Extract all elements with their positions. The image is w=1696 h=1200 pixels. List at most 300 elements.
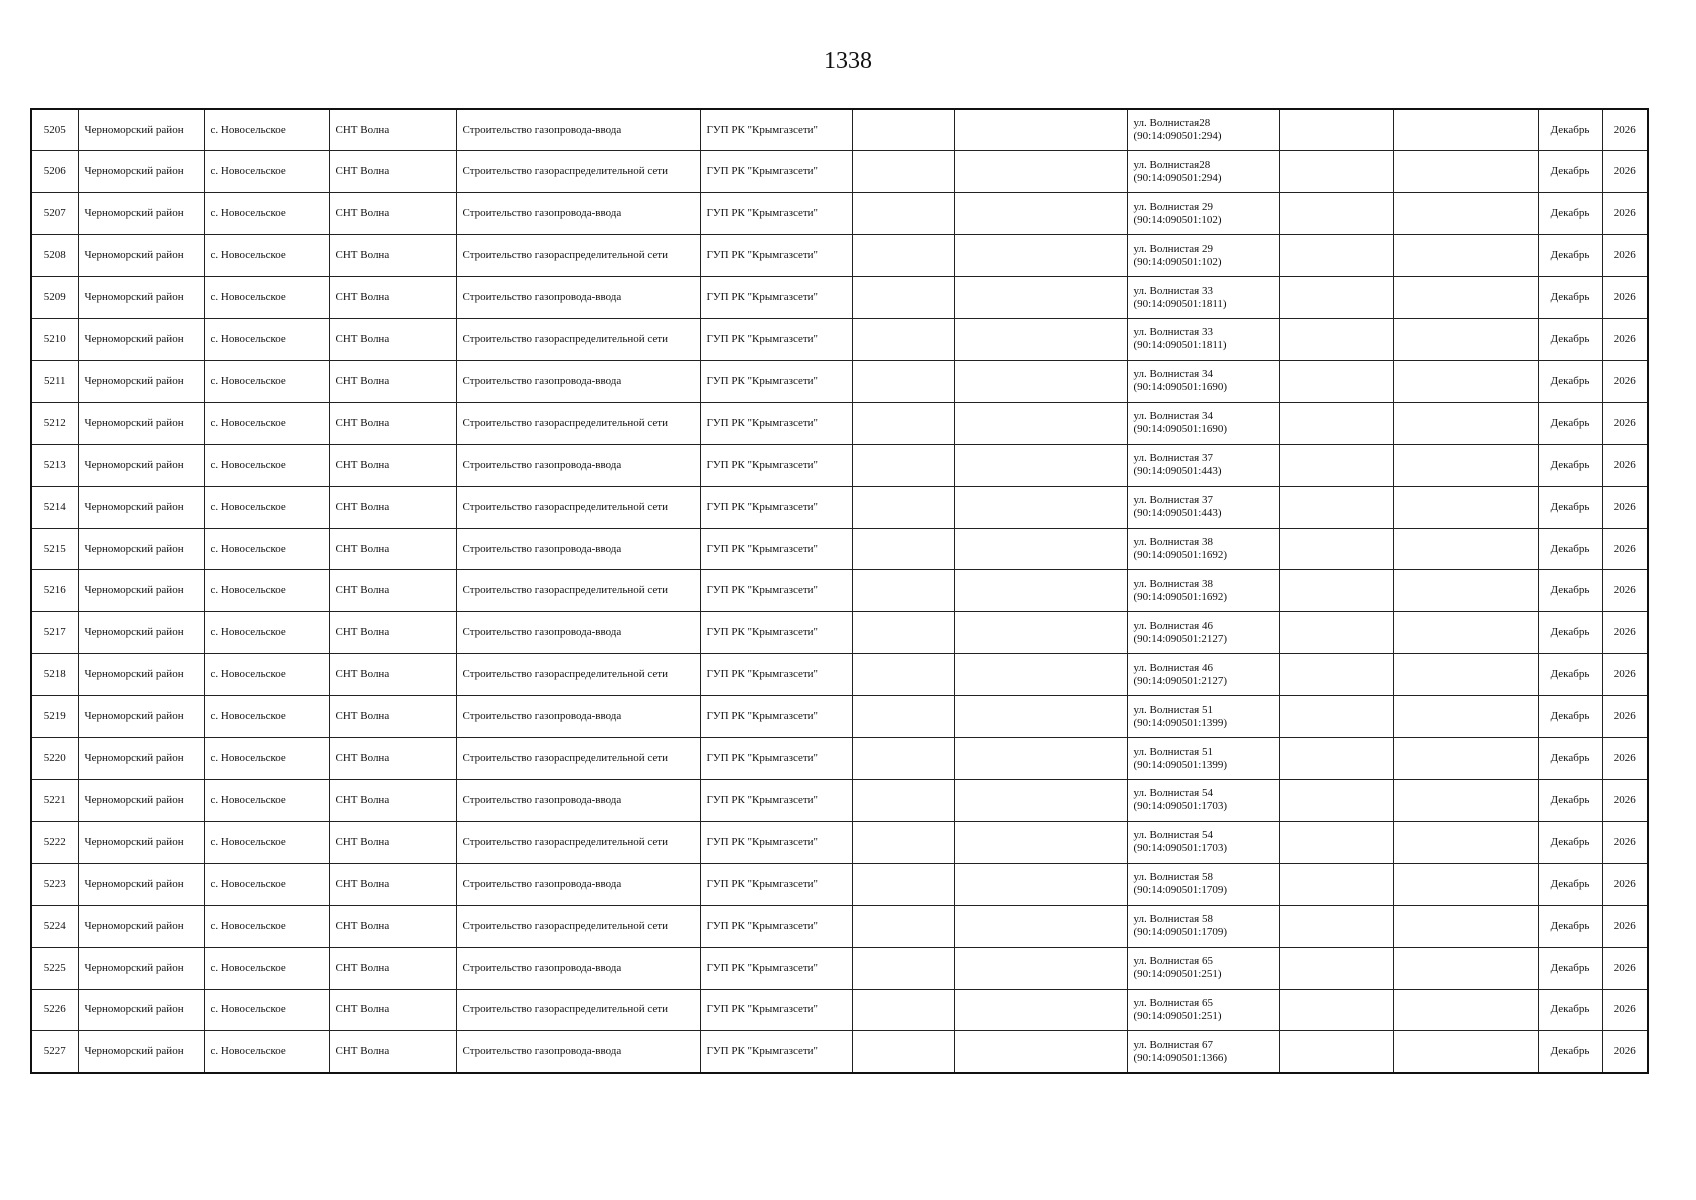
district-cell: Черноморский район [78,821,204,863]
month-cell: Декабрь [1538,444,1602,486]
empty-cell [954,570,1127,612]
row-number-cell: 5217 [31,612,78,654]
empty-cell [1279,360,1393,402]
address-cell: ул. Волнистая 33 (90:14:090501:1811) [1127,319,1279,361]
locality-cell: с. Новосельское [204,821,329,863]
empty-cell [1393,570,1538,612]
table-row [31,989,1648,1031]
district-cell: Черноморский район [78,235,204,277]
month-cell: Декабрь [1538,319,1602,361]
district-cell: Черноморский район [78,402,204,444]
organization-cell: ГУП РК "Крымгазсети" [700,570,852,612]
empty-cell [954,360,1127,402]
empty-cell [954,821,1127,863]
month-cell: Декабрь [1538,109,1602,151]
district-cell: Черноморский район [78,444,204,486]
empty-cell [1393,319,1538,361]
empty-cell [954,1031,1127,1073]
snt-cell: СНТ Волна [329,654,456,696]
organization-cell: ГУП РК "Крымгазсети" [700,193,852,235]
locality-cell: с. Новосельское [204,612,329,654]
empty-cell [1279,193,1393,235]
snt-cell: СНТ Волна [329,402,456,444]
work-type-cell: Строительство газопровода-ввода [456,360,700,402]
table-row [31,151,1648,193]
work-type-cell: Строительство газораспределительной сети [456,319,700,361]
empty-cell [1393,738,1538,780]
district-cell: Черноморский район [78,738,204,780]
locality-cell: с. Новосельское [204,444,329,486]
district-cell: Черноморский район [78,696,204,738]
district-cell: Черноморский район [78,319,204,361]
locality-cell: с. Новосельское [204,989,329,1031]
empty-cell [1279,738,1393,780]
empty-cell [852,570,954,612]
work-type-cell: Строительство газопровода-ввода [456,947,700,989]
table-row [31,947,1648,989]
work-type-cell: Строительство газопровода-ввода [456,863,700,905]
table-row [31,109,1648,151]
row-number-cell: 5214 [31,486,78,528]
empty-cell [1393,402,1538,444]
table-body [31,109,1648,1073]
year-cell: 2026 [1602,235,1648,277]
row-number-cell: 5219 [31,696,78,738]
empty-cell [954,989,1127,1031]
empty-cell [852,780,954,822]
table-row [31,1031,1648,1073]
district-cell: Черноморский район [78,109,204,151]
locality-cell: с. Новосельское [204,738,329,780]
empty-cell [1393,1031,1538,1073]
work-type-cell: Строительство газопровода-ввода [456,109,700,151]
district-cell: Черноморский район [78,570,204,612]
empty-cell [1393,696,1538,738]
organization-cell: ГУП РК "Крымгазсети" [700,486,852,528]
empty-cell [852,360,954,402]
organization-cell: ГУП РК "Крымгазсети" [700,780,852,822]
address-cell: ул. Волнистая 37 (90:14:090501:443) [1127,486,1279,528]
year-cell: 2026 [1602,402,1648,444]
month-cell: Декабрь [1538,947,1602,989]
year-cell: 2026 [1602,277,1648,319]
table-row [31,821,1648,863]
organization-cell: ГУП РК "Крымгазсети" [700,151,852,193]
year-cell: 2026 [1602,821,1648,863]
work-type-cell: Строительство газораспределительной сети [456,235,700,277]
row-number-cell: 5227 [31,1031,78,1073]
snt-cell: СНТ Волна [329,486,456,528]
month-cell: Декабрь [1538,654,1602,696]
address-cell: ул. Волнистая 34 (90:14:090501:1690) [1127,402,1279,444]
address-cell: ул. Волнистая 38 (90:14:090501:1692) [1127,528,1279,570]
empty-cell [954,780,1127,822]
year-cell: 2026 [1602,570,1648,612]
table-row [31,528,1648,570]
month-cell: Декабрь [1538,151,1602,193]
empty-cell [1393,486,1538,528]
empty-cell [852,528,954,570]
empty-cell [1393,235,1538,277]
month-cell: Декабрь [1538,863,1602,905]
table-row [31,570,1648,612]
locality-cell: с. Новосельское [204,109,329,151]
year-cell: 2026 [1602,654,1648,696]
empty-cell [1279,402,1393,444]
empty-cell [852,1031,954,1073]
year-cell: 2026 [1602,193,1648,235]
month-cell: Декабрь [1538,696,1602,738]
table-row [31,360,1648,402]
empty-cell [1279,486,1393,528]
month-cell: Декабрь [1538,612,1602,654]
empty-cell [1393,654,1538,696]
address-cell: ул. Волнистая 38 (90:14:090501:1692) [1127,570,1279,612]
empty-cell [1279,151,1393,193]
table-row [31,863,1648,905]
month-cell: Декабрь [1538,738,1602,780]
month-cell: Декабрь [1538,780,1602,822]
empty-cell [954,444,1127,486]
empty-cell [852,402,954,444]
address-cell: ул. Волнистая 34 (90:14:090501:1690) [1127,360,1279,402]
month-cell: Декабрь [1538,905,1602,947]
year-cell: 2026 [1602,109,1648,151]
row-number-cell: 5226 [31,989,78,1031]
locality-cell: с. Новосельское [204,863,329,905]
district-cell: Черноморский район [78,277,204,319]
district-cell: Черноморский район [78,989,204,1031]
locality-cell: с. Новосельское [204,780,329,822]
locality-cell: с. Новосельское [204,193,329,235]
empty-cell [1279,905,1393,947]
empty-cell [1393,109,1538,151]
table-row [31,738,1648,780]
organization-cell: ГУП РК "Крымгазсети" [700,654,852,696]
empty-cell [954,528,1127,570]
snt-cell: СНТ Волна [329,696,456,738]
empty-cell [954,612,1127,654]
empty-cell [1393,780,1538,822]
work-type-cell: Строительство газораспределительной сети [456,905,700,947]
empty-cell [1393,821,1538,863]
locality-cell: с. Новосельское [204,528,329,570]
work-type-cell: Строительство газопровода-ввода [456,696,700,738]
address-cell: ул. Волнистая 67 (90:14:090501:1366) [1127,1031,1279,1073]
address-cell: ул. Волнистая 29 (90:14:090501:102) [1127,193,1279,235]
year-cell: 2026 [1602,947,1648,989]
snt-cell: СНТ Волна [329,947,456,989]
organization-cell: ГУП РК "Крымгазсети" [700,402,852,444]
snt-cell: СНТ Волна [329,1031,456,1073]
snt-cell: СНТ Волна [329,360,456,402]
snt-cell: СНТ Волна [329,235,456,277]
snt-cell: СНТ Волна [329,780,456,822]
work-type-cell: Строительство газораспределительной сети [456,989,700,1031]
snt-cell: СНТ Волна [329,528,456,570]
year-cell: 2026 [1602,151,1648,193]
empty-cell [1393,989,1538,1031]
month-cell: Декабрь [1538,570,1602,612]
table-row [31,319,1648,361]
empty-cell [954,738,1127,780]
empty-cell [852,905,954,947]
snt-cell: СНТ Волна [329,905,456,947]
organization-cell: ГУП РК "Крымгазсети" [700,612,852,654]
locality-cell: с. Новосельское [204,654,329,696]
snt-cell: СНТ Волна [329,989,456,1031]
row-number-cell: 5213 [31,444,78,486]
snt-cell: СНТ Волна [329,444,456,486]
district-cell: Черноморский район [78,780,204,822]
empty-cell [1279,612,1393,654]
address-cell: ул. Волнистая 54 (90:14:090501:1703) [1127,821,1279,863]
organization-cell: ГУП РК "Крымгазсети" [700,696,852,738]
year-cell: 2026 [1602,905,1648,947]
empty-cell [1393,277,1538,319]
row-number-cell: 5207 [31,193,78,235]
year-cell: 2026 [1602,444,1648,486]
empty-cell [1279,654,1393,696]
empty-cell [1393,360,1538,402]
empty-cell [1393,151,1538,193]
table-row [31,444,1648,486]
empty-cell [954,109,1127,151]
locality-cell: с. Новосельское [204,360,329,402]
district-cell: Черноморский район [78,905,204,947]
locality-cell: с. Новосельское [204,277,329,319]
empty-cell [1393,444,1538,486]
year-cell: 2026 [1602,360,1648,402]
month-cell: Декабрь [1538,402,1602,444]
empty-cell [852,696,954,738]
year-cell: 2026 [1602,528,1648,570]
empty-cell [1279,319,1393,361]
organization-cell: ГУП РК "Крымгазсети" [700,863,852,905]
address-cell: ул. Волнистая 46 (90:14:090501:2127) [1127,654,1279,696]
organization-cell: ГУП РК "Крымгазсети" [700,905,852,947]
district-cell: Черноморский район [78,528,204,570]
work-type-cell: Строительство газораспределительной сети [456,821,700,863]
locality-cell: с. Новосельское [204,402,329,444]
table-row [31,235,1648,277]
empty-cell [852,612,954,654]
month-cell: Декабрь [1538,989,1602,1031]
organization-cell: ГУП РК "Крымгазсети" [700,444,852,486]
snt-cell: СНТ Волна [329,863,456,905]
month-cell: Декабрь [1538,1031,1602,1073]
month-cell: Декабрь [1538,235,1602,277]
empty-cell [1279,444,1393,486]
row-number-cell: 5218 [31,654,78,696]
locality-cell: с. Новосельское [204,235,329,277]
row-number-cell: 5220 [31,738,78,780]
organization-cell: ГУП РК "Крымгазсети" [700,528,852,570]
row-number-cell: 5210 [31,319,78,361]
empty-cell [1279,821,1393,863]
work-type-cell: Строительство газопровода-ввода [456,612,700,654]
organization-cell: ГУП РК "Крымгазсети" [700,821,852,863]
address-cell: ул. Волнистая 37 (90:14:090501:443) [1127,444,1279,486]
row-number-cell: 5216 [31,570,78,612]
year-cell: 2026 [1602,1031,1648,1073]
empty-cell [954,235,1127,277]
locality-cell: с. Новосельское [204,696,329,738]
address-cell: ул. Волнистая 29 (90:14:090501:102) [1127,235,1279,277]
organization-cell: ГУП РК "Крымгазсети" [700,360,852,402]
table-row [31,654,1648,696]
organization-cell: ГУП РК "Крымгазсети" [700,989,852,1031]
empty-cell [852,821,954,863]
locality-cell: с. Новосельское [204,570,329,612]
empty-cell [852,989,954,1031]
locality-cell: с. Новосельское [204,905,329,947]
row-number-cell: 5221 [31,780,78,822]
address-cell: ул. Волнистая 33 (90:14:090501:1811) [1127,277,1279,319]
address-cell: ул. Волнистая 51 (90:14:090501:1399) [1127,738,1279,780]
organization-cell: ГУП РК "Крымгазсети" [700,277,852,319]
district-cell: Черноморский район [78,863,204,905]
organization-cell: ГУП РК "Крымгазсети" [700,947,852,989]
empty-cell [954,193,1127,235]
organization-cell: ГУП РК "Крымгазсети" [700,738,852,780]
empty-cell [954,696,1127,738]
row-number-cell: 5225 [31,947,78,989]
work-type-cell: Строительство газопровода-ввода [456,444,700,486]
district-cell: Черноморский район [78,193,204,235]
district-cell: Черноморский район [78,654,204,696]
district-cell: Черноморский район [78,486,204,528]
address-cell: ул. Волнистая 54 (90:14:090501:1703) [1127,780,1279,822]
empty-cell [852,738,954,780]
row-number-cell: 5209 [31,277,78,319]
month-cell: Декабрь [1538,193,1602,235]
snt-cell: СНТ Волна [329,570,456,612]
empty-cell [852,235,954,277]
empty-cell [1279,696,1393,738]
district-cell: Черноморский район [78,1031,204,1073]
empty-cell [1279,1031,1393,1073]
month-cell: Декабрь [1538,277,1602,319]
empty-cell [1279,277,1393,319]
work-type-cell: Строительство газопровода-ввода [456,193,700,235]
work-type-cell: Строительство газораспределительной сети [456,402,700,444]
address-cell: ул. Волнистая 46 (90:14:090501:2127) [1127,612,1279,654]
empty-cell [954,151,1127,193]
month-cell: Декабрь [1538,821,1602,863]
address-cell: ул. Волнистая28 (90:14:090501:294) [1127,151,1279,193]
row-number-cell: 5205 [31,109,78,151]
empty-cell [1393,612,1538,654]
empty-cell [852,654,954,696]
year-cell: 2026 [1602,780,1648,822]
work-type-cell: Строительство газопровода-ввода [456,1031,700,1073]
row-number-cell: 5208 [31,235,78,277]
empty-cell [954,402,1127,444]
year-cell: 2026 [1602,863,1648,905]
year-cell: 2026 [1602,738,1648,780]
empty-cell [954,277,1127,319]
address-cell: ул. Волнистая 58 (90:14:090501:1709) [1127,905,1279,947]
empty-cell [852,486,954,528]
empty-cell [852,151,954,193]
district-cell: Черноморский район [78,151,204,193]
register-table [30,108,1649,1074]
table-row [31,193,1648,235]
work-type-cell: Строительство газопровода-ввода [456,277,700,319]
empty-cell [1279,109,1393,151]
empty-cell [1393,528,1538,570]
empty-cell [852,947,954,989]
page-number: 1338 [824,48,872,74]
empty-cell [1279,863,1393,905]
work-type-cell: Строительство газораспределительной сети [456,486,700,528]
address-cell: ул. Волнистая28 (90:14:090501:294) [1127,109,1279,151]
empty-cell [954,486,1127,528]
empty-cell [852,444,954,486]
empty-cell [954,319,1127,361]
table-row [31,780,1648,822]
empty-cell [1393,947,1538,989]
empty-cell [1279,570,1393,612]
empty-cell [954,863,1127,905]
district-cell: Черноморский район [78,612,204,654]
row-number-cell: 5224 [31,905,78,947]
empty-cell [954,947,1127,989]
row-number-cell: 5212 [31,402,78,444]
row-number-cell: 5215 [31,528,78,570]
row-number-cell: 5206 [31,151,78,193]
address-cell: ул. Волнистая 65 (90:14:090501:251) [1127,947,1279,989]
year-cell: 2026 [1602,989,1648,1031]
locality-cell: с. Новосельское [204,151,329,193]
district-cell: Черноморский район [78,947,204,989]
empty-cell [1393,863,1538,905]
year-cell: 2026 [1602,612,1648,654]
work-type-cell: Строительство газораспределительной сети [456,654,700,696]
address-cell: ул. Волнистая 58 (90:14:090501:1709) [1127,863,1279,905]
locality-cell: с. Новосельское [204,1031,329,1073]
empty-cell [852,193,954,235]
empty-cell [852,319,954,361]
organization-cell: ГУП РК "Крымгазсети" [700,1031,852,1073]
empty-cell [1279,780,1393,822]
table-row [31,612,1648,654]
organization-cell: ГУП РК "Крымгазсети" [700,235,852,277]
table-row [31,402,1648,444]
snt-cell: СНТ Волна [329,612,456,654]
row-number-cell: 5222 [31,821,78,863]
work-type-cell: Строительство газопровода-ввода [456,528,700,570]
snt-cell: СНТ Волна [329,151,456,193]
table-row [31,277,1648,319]
table-row [31,905,1648,947]
empty-cell [1279,528,1393,570]
year-cell: 2026 [1602,696,1648,738]
year-cell: 2026 [1602,319,1648,361]
work-type-cell: Строительство газораспределительной сети [456,570,700,612]
snt-cell: СНТ Волна [329,109,456,151]
row-number-cell: 5223 [31,863,78,905]
year-cell: 2026 [1602,486,1648,528]
month-cell: Декабрь [1538,528,1602,570]
locality-cell: с. Новосельское [204,319,329,361]
empty-cell [1279,235,1393,277]
address-cell: ул. Волнистая 65 (90:14:090501:251) [1127,989,1279,1031]
empty-cell [1393,905,1538,947]
empty-cell [852,863,954,905]
table-row [31,486,1648,528]
